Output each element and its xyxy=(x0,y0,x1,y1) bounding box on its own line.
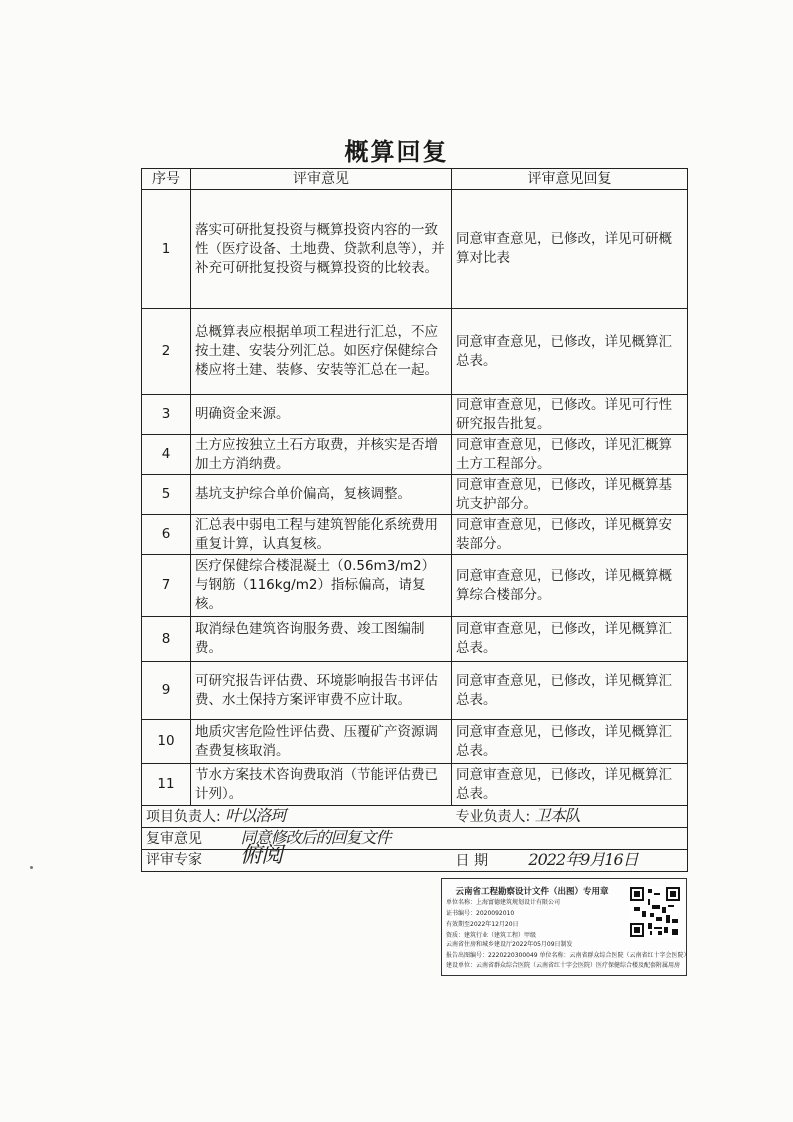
review-opinion: 总概算表应根据单项工程进行汇总，不应按土建、安装分列汇总。如医疗保健综合楼应将土建、装修、安装等汇总在一起。 xyxy=(191,309,452,395)
header-reply: 评审意见回复 xyxy=(452,169,688,190)
date-value: 2022年9月16日 xyxy=(528,850,638,869)
stamp-title: 云南省工程勘察设计文件（出图）专用章 xyxy=(455,887,609,897)
review-opinion-row xyxy=(142,828,688,850)
review-opinion-handwriting: 同意修改后的回复文件 xyxy=(240,828,391,847)
opinion-reply: 同意审查意见，已修改，详见汇概算土方工程部分。 xyxy=(452,435,688,475)
stamp-report-number: 报告出图编号：2220220300049 单位名称：云南省群众综合医院（云南省红十字会医院） xyxy=(446,952,690,959)
table-row xyxy=(142,309,688,395)
header-no: 序号 xyxy=(142,169,191,190)
stamp-issuer: 云南省住房和城乡建设厅2022年05月09日制发 xyxy=(446,941,573,948)
expert-signature: 俯阅 xyxy=(240,843,283,868)
table-row xyxy=(142,555,688,617)
review-opinion: 地质灾害危险性评估费、压覆矿产资源调查费复核取消。 xyxy=(191,720,452,764)
row-number: 11 xyxy=(142,764,191,806)
row-number: 8 xyxy=(142,617,191,662)
specialty-lead-label: 专业负责人: xyxy=(455,809,531,825)
page-title: 概算回复 xyxy=(344,138,449,166)
review-opinion: 明确资金来源。 xyxy=(191,395,452,435)
opinion-reply: 同意审查意见，已修改，详见概算汇总表。 xyxy=(452,662,688,720)
row-number: 3 xyxy=(142,395,191,435)
date-cell xyxy=(452,850,688,872)
review-opinion: 取消绿色建筑咨询服务费、竣工图编制费。 xyxy=(191,617,452,662)
review-opinion-label: 复审意见 xyxy=(146,831,202,847)
stamp-client: 建设单位：云南省群众综合医院（云南省红十字会医院）医疗保健综合楼及配套附属用房 xyxy=(446,962,681,969)
table-row xyxy=(142,617,688,662)
opinion-reply: 同意审查意见，已修改。详见可行性研究报告批复。 xyxy=(452,395,688,435)
opinion-reply: 同意审查意见，已修改，详见概算概算综合楼部分。 xyxy=(452,555,688,617)
row-number: 9 xyxy=(142,662,191,720)
review-opinion: 可研究报告评估费、环境影响报告书评估费、水土保持方案评审费不应计取。 xyxy=(191,662,452,720)
signature-row-leads xyxy=(142,806,688,828)
stamp-validity: 有效期至2022年12月20日 xyxy=(446,921,519,928)
opinion-reply: 同意审查意见，已修改，详见可研概算对比表 xyxy=(452,190,688,309)
review-expert-label: 评审专家 xyxy=(146,852,202,868)
row-number: 4 xyxy=(142,435,191,475)
stamp-company: 单位名称：上海富德建筑规划设计有限公司 xyxy=(446,899,561,906)
table-row xyxy=(142,720,688,764)
specialty-lead-signature: 卫本队 xyxy=(534,806,580,825)
date-label: 日 期 xyxy=(455,853,488,869)
row-number: 6 xyxy=(142,515,191,555)
stamp-qualification: 资质：建筑行业（建筑工程）甲级 xyxy=(446,932,537,939)
table-row xyxy=(142,515,688,555)
review-opinion: 土方应按独立土石方取费，并核实是否增加土方消纳费。 xyxy=(191,435,452,475)
row-number: 5 xyxy=(142,475,191,515)
project-lead-signature: 叶以洛珂 xyxy=(225,806,286,825)
review-opinion: 节水方案技术咨询费取消（节能评估费已计列）。 xyxy=(191,764,452,806)
opinion-reply: 同意审查意见，已修改，详见概算安装部分。 xyxy=(452,515,688,555)
scan-speck xyxy=(30,866,33,869)
qr-code-icon xyxy=(630,887,680,937)
stamp-certificate: 证书编号：2020092010 xyxy=(446,910,515,917)
review-table xyxy=(141,168,688,872)
design-seal-stamp xyxy=(441,878,690,976)
review-expert-row xyxy=(142,850,688,872)
table-header-row xyxy=(142,169,688,190)
project-lead-cell xyxy=(142,806,452,828)
table-row xyxy=(142,662,688,720)
review-expert-cell xyxy=(142,850,452,872)
opinion-reply: 同意审查意见，已修改，详见概算汇总表。 xyxy=(452,309,688,395)
row-number: 1 xyxy=(142,190,191,309)
opinion-reply: 同意审查意见，已修改，详见概算基坑支护部分。 xyxy=(452,475,688,515)
table-row xyxy=(142,475,688,515)
project-lead-label: 项目负责人: xyxy=(146,809,221,825)
table-row xyxy=(142,435,688,475)
review-opinion-cell xyxy=(142,828,688,850)
review-opinion: 医疗保健综合楼混凝土（0.56m3/m2）与钢筋（116kg/m2）指标偏高，请复核。 xyxy=(191,555,452,617)
row-number: 2 xyxy=(142,309,191,395)
review-opinion: 基坑支护综合单价偏高，复核调整。 xyxy=(191,475,452,515)
table-row xyxy=(142,395,688,435)
opinion-reply: 同意审查意见，已修改，详见概算汇总表。 xyxy=(452,720,688,764)
review-opinion: 汇总表中弱电工程与建筑智能化系统费用重复计算，认真复核。 xyxy=(191,515,452,555)
opinion-reply: 同意审查意见，已修改，详见概算汇总表。 xyxy=(452,617,688,662)
table-row xyxy=(142,764,688,806)
opinion-reply: 同意审查意见，已修改，详见概算汇总表。 xyxy=(452,764,688,806)
review-opinion: 落实可研批复投资与概算投资内容的一致性（医疗设备、土地费、贷款利息等），并补充可研批复投资与概算投资的比较表。 xyxy=(191,190,452,309)
specialty-lead-cell xyxy=(452,806,688,828)
row-number: 10 xyxy=(142,720,191,764)
header-opinion: 评审意见 xyxy=(191,169,452,190)
table-row xyxy=(142,190,688,309)
row-number: 7 xyxy=(142,555,191,617)
